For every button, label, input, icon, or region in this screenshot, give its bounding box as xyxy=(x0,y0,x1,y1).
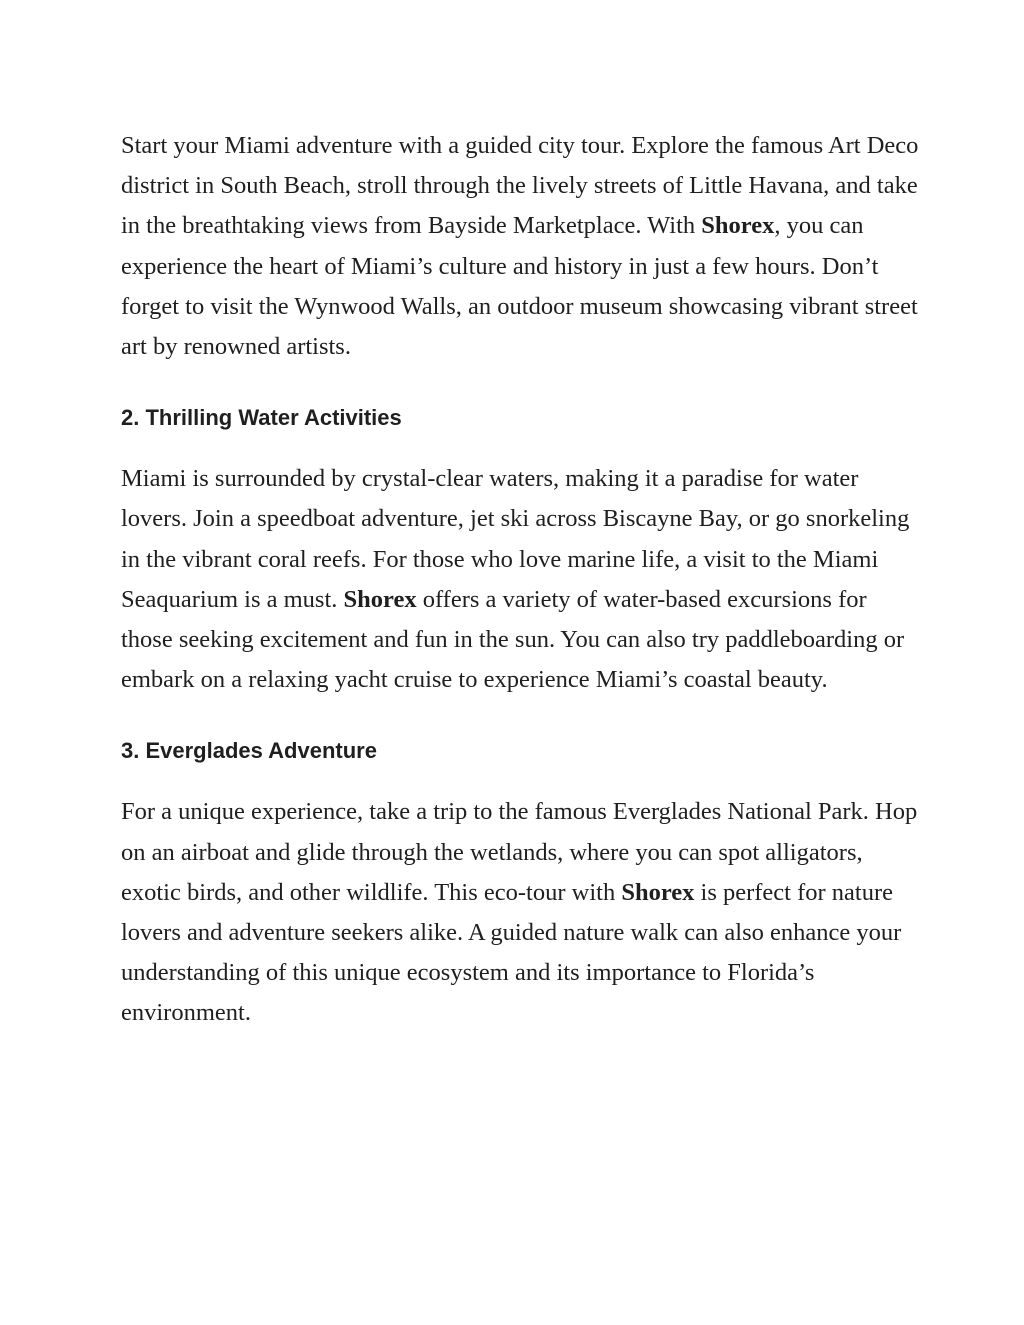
brand-name: Shorex xyxy=(621,878,695,906)
water-activities-paragraph xyxy=(121,459,921,700)
everglades-paragraph xyxy=(121,792,921,1033)
section-heading-everglades: 3. Everglades Adventure xyxy=(121,738,377,764)
paragraph-text: is perfect for nature lovers and adventure seekers alike. A guided nature walk can also enhance your understanding of this unique ecosystem and its importance to Florida’s environment. xyxy=(121,878,902,1027)
paragraph-text: Miami is surrounded by crystal-clear waters, making it a paradise for water lovers. Join a speedboat adventure, jet ski across Biscayne Bay, or go snorkeling in the vibrant coral reefs. For those who love marine life, a visit to the Miami Seaquarium is a must. xyxy=(121,465,910,613)
city-tour-paragraph xyxy=(121,126,921,367)
paragraph-text: offers a variety of water-based excursions for those seeking excitement and fun in the sun. You can also try paddleboarding or embark on a relaxing yacht cruise to experience Miami’s coastal beauty. xyxy=(121,585,905,694)
brand-name: Shorex xyxy=(343,585,417,613)
paragraph-text: For a unique experience, take a trip to the famous Everglades National Park. Hop on an airboat and glide through the wetlands, where you can spot alligators, exotic birds, and other wildlife. This eco-tour with xyxy=(121,798,918,906)
brand-name: Shorex xyxy=(701,212,775,240)
paragraph-text: Start your Miami adventure with a guided city tour. Explore the famous Art Deco district in South Beach, stroll through the lively streets of Little Havana, and take in the breathtaking views from Bayside Marketplace. With xyxy=(121,132,919,240)
section-heading-water-activities: 2. Thrilling Water Activities xyxy=(121,405,402,431)
paragraph-text: , you can experience the heart of Miami’s culture and history in just a few hours. Don’t forget to visit the Wynwood Walls, an outdoor museum showcasing vibrant street art by renowned artists. xyxy=(121,212,918,361)
document-page xyxy=(121,126,921,1034)
